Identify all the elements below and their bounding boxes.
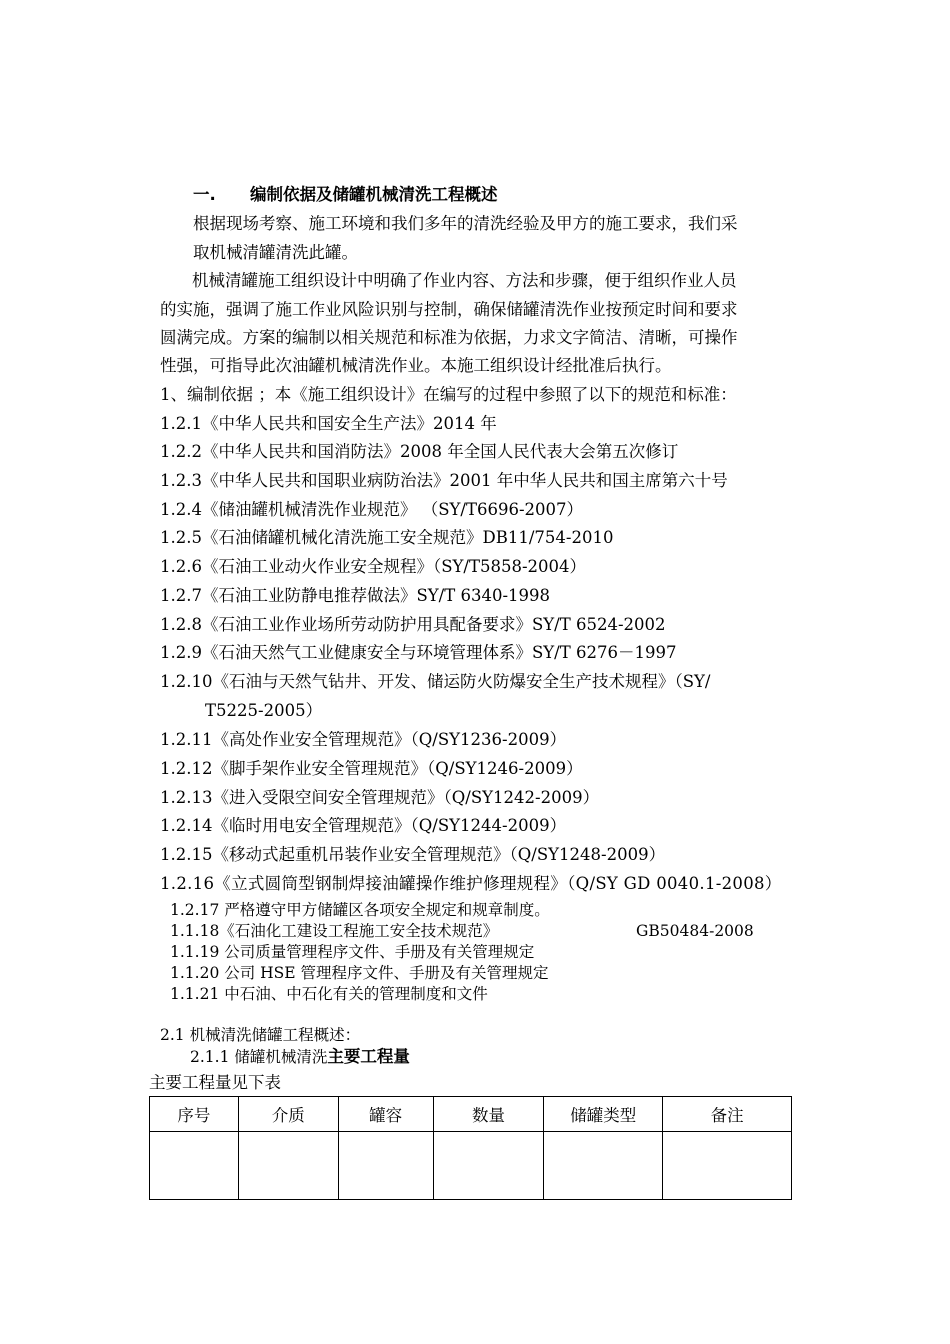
standard-item: 1.2.6《石油工业动火作业安全规程》（SY/T5858-2004） bbox=[160, 557, 587, 576]
header-cell: 序号 bbox=[150, 1097, 239, 1132]
standard-item-continuation: T5225-2005） bbox=[205, 701, 323, 720]
standard-item: 1.2.11《高处作业安全管理规范》（Q/SY1236-2009） bbox=[160, 730, 567, 749]
table-cell bbox=[433, 1132, 544, 1200]
description-line: 的实施，强调了施工作业风险识别与控制，确保储罐清洗作业按预定时间和要求 bbox=[160, 300, 738, 319]
header-cell: 罐容 bbox=[338, 1097, 433, 1132]
heading-title: 编制依据及储罐机械清洗工程概述 bbox=[250, 185, 498, 204]
table-header-row bbox=[150, 1097, 792, 1132]
basis-intro: 1、编制依据 ；本《施工组织设计》在编写的过程中参照了以下的规范和标准： bbox=[160, 385, 737, 404]
standard-item: 1.2.8《石油工业作业场所劳动防护用具配备要求》SY/T 6524-2002 bbox=[160, 615, 666, 634]
intro-line: 根据现场考察、施工环境和我们多年的清洗经验及甲方的施工要求，我们采 bbox=[193, 214, 738, 233]
header-cell: 数量 bbox=[433, 1097, 544, 1132]
quantity-table bbox=[149, 1096, 792, 1200]
standard-item: 1.2.1《中华人民共和国安全生产法》2014 年 bbox=[160, 414, 497, 433]
header-cell: 备注 bbox=[663, 1097, 792, 1132]
section-2-title: 2.1 机械清洗储罐工程概述： bbox=[160, 1026, 361, 1044]
table-cell bbox=[338, 1132, 433, 1200]
standard-item: 1.2.2《中华人民共和国消防法》2008 年全国人民代表大会第五次修订 bbox=[160, 442, 679, 461]
standard-item: 1.2.13《进入受限空间安全管理规范》（Q/SY1242-2009） bbox=[160, 788, 600, 807]
standard-item: 1.2.7《石油工业防静电推荐做法》SY/T 6340-1998 bbox=[160, 586, 551, 605]
intro-line: 取机械清罐清洗此罐。 bbox=[193, 243, 358, 262]
table-cell bbox=[150, 1132, 239, 1200]
subtitle-prefix: 2.1.1 储罐机械清洗 bbox=[190, 1048, 328, 1066]
subtitle-emphasis: 主要工程量 bbox=[327, 1047, 410, 1066]
heading-number: 一. bbox=[193, 185, 216, 204]
standard-item: 1.1.18《石油化工建设工程施工安全技术规范》 bbox=[170, 922, 499, 940]
description-line: 机械清罐施工组织设计中明确了作业内容、方法和步骤，便于组织作业人员 bbox=[192, 271, 737, 290]
standard-item: 1.2.12《脚手架作业安全管理规范》（Q/SY1246-2009） bbox=[160, 759, 583, 778]
standard-item: 1.2.5《石油储罐机械化清洗施工安全规范》DB11/754-2010 bbox=[160, 528, 614, 547]
standard-item: 1.2.4《储油罐机械清洗作业规范》 （SY/T6696-2007） bbox=[160, 500, 584, 519]
description-line: 圆满完成。方案的编制以相关规范和标准为依据，力求文字简洁、清晰，可操作 bbox=[160, 328, 738, 347]
header-cell: 介质 bbox=[238, 1097, 338, 1132]
standard-item: 1.2.3《中华人民共和国职业病防治法》2001 年中华人民共和国主席第六十号 bbox=[160, 471, 728, 490]
standard-item: 1.1.21 中石油、中石化有关的管理制度和文件 bbox=[170, 985, 488, 1003]
standard-item: 1.1.20 公司 HSE 管理程序文件、手册及有关管理规定 bbox=[170, 964, 549, 982]
standard-item: 1.2.14《临时用电安全管理规范》（Q/SY1244-2009） bbox=[160, 816, 567, 835]
standard-item: 1.2.10《石油与天然气钻井、开发、储运防火防爆安全生产技术规程》（SY/ bbox=[160, 672, 711, 691]
standard-item: 1.2.15《移动式起重机吊装作业安全管理规范》（Q/SY1248-2009） bbox=[160, 845, 666, 864]
table-cell bbox=[238, 1132, 338, 1200]
standard-item: 1.2.16《立式圆筒型钢制焊接油罐操作维护修理规程》（Q/SY GD 0040.1-2008） bbox=[160, 874, 782, 893]
description-line: 性强，可指导此次油罐机械清洗作业。本施工组织设计经批准后执行。 bbox=[160, 356, 672, 375]
section-2-subtitle bbox=[190, 1046, 410, 1068]
standard-item: 1.1.19 公司质量管理程序文件、手册及有关管理规定 bbox=[170, 943, 535, 961]
table-cell bbox=[663, 1132, 792, 1200]
standard-item: 1.2.9《石油天然气工业健康安全与环境管理体系》SY/T 6276－1997 bbox=[160, 643, 677, 662]
table-row bbox=[150, 1132, 792, 1200]
table-cell bbox=[544, 1132, 663, 1200]
standard-item: 1.2.17 严格遵守甲方储罐区各项安全规定和规章制度。 bbox=[170, 901, 550, 919]
standard-code: GB50484-2008 bbox=[636, 922, 754, 940]
table-caption: 主要工程量见下表 bbox=[149, 1073, 281, 1092]
header-cell: 储罐类型 bbox=[544, 1097, 663, 1132]
